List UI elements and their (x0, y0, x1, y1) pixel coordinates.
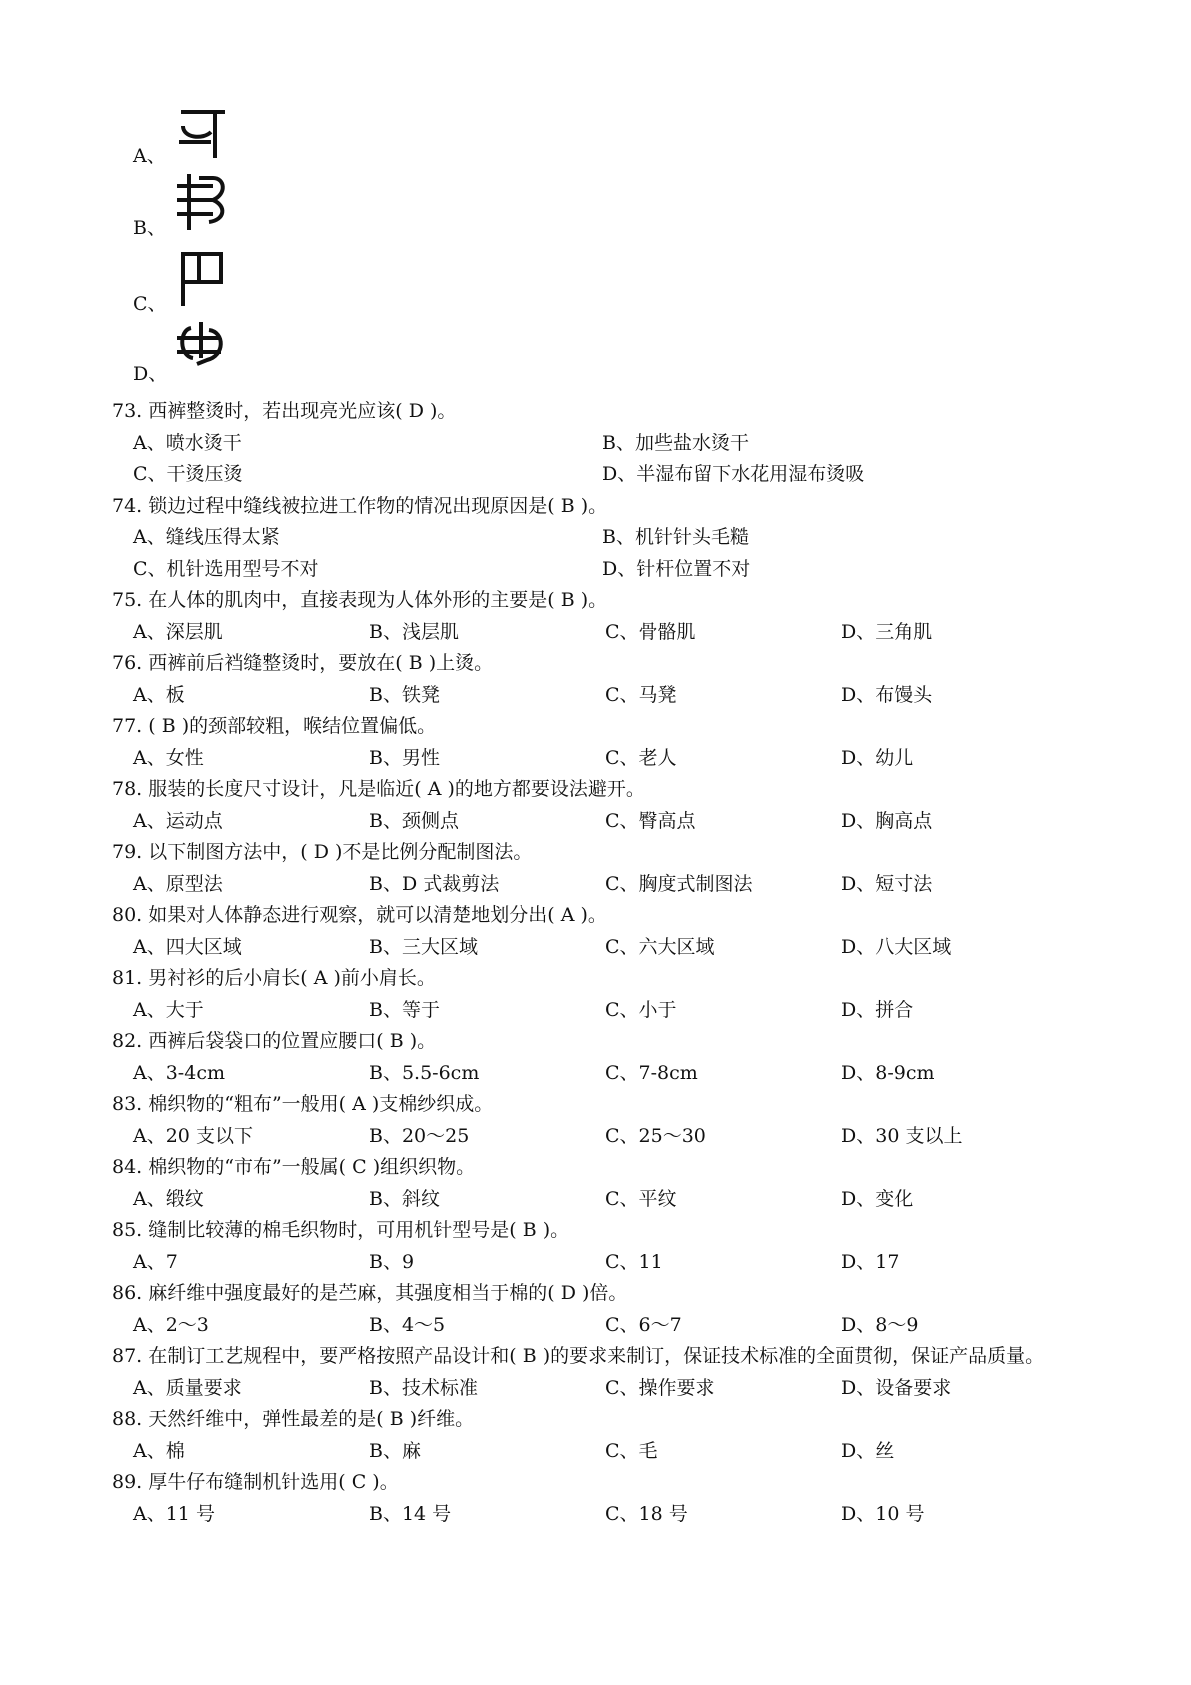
answer-option: C、操作要求 (605, 1376, 715, 1399)
answer-options (112, 1121, 1092, 1153)
answer-option: A、大于 (133, 998, 204, 1021)
answer-option: C、11 (605, 1250, 663, 1273)
answer-option: D、胸高点 (841, 809, 933, 832)
answer-options (112, 522, 1092, 585)
answer-options (112, 1436, 1092, 1468)
answer-option: C、老人 (605, 746, 677, 769)
option-letter: C、 (133, 293, 167, 315)
answer-options (112, 428, 1092, 491)
answer-options (112, 869, 1092, 901)
question-block (112, 1152, 1092, 1215)
question-stem: 86. 麻纤维中强度最好的是苎麻，其强度相当于棉的( D )倍。 (112, 1282, 628, 1304)
answer-option: A、喷水烫干 (133, 431, 242, 454)
answer-option: B、5.5-6cm (369, 1061, 480, 1084)
answer-option: A、7 (133, 1250, 178, 1273)
question-block (112, 491, 1092, 586)
answer-option: D、针杆位置不对 (602, 557, 751, 580)
answer-option: B、男性 (369, 746, 440, 769)
question-block (112, 837, 1092, 900)
question-stem: 76. 西裤前后裆缝整烫时，要放在( B )上烫。 (112, 652, 494, 674)
symbol-option-b (133, 172, 433, 242)
answer-options (112, 1247, 1092, 1279)
answer-option: B、20～25 (369, 1124, 470, 1147)
symbol-option-d (133, 318, 433, 388)
answer-options (112, 1499, 1092, 1531)
answer-option: B、4～5 (369, 1313, 446, 1336)
question-stem: 89. 厚牛仔布缝制机针选用( C )。 (112, 1471, 399, 1493)
answer-option: A、四大区域 (133, 935, 242, 958)
answer-option: A、11 号 (133, 1502, 215, 1525)
answer-option: B、技术标准 (369, 1376, 478, 1399)
answer-option: D、17 (841, 1250, 900, 1273)
answer-option: B、颈侧点 (369, 809, 459, 832)
symbol-option-c (133, 248, 433, 318)
answer-option: C、小于 (605, 998, 677, 1021)
answer-option: B、14 号 (369, 1502, 452, 1525)
answer-option: D、八大区域 (841, 935, 952, 958)
answer-option: C、机针选用型号不对 (133, 557, 319, 580)
question-block (112, 396, 1092, 491)
answer-option: A、原型法 (133, 872, 223, 895)
answer-options (112, 1058, 1092, 1090)
question-block (112, 648, 1092, 711)
question-stem: 74. 锁边过程中缝线被拉进工作物的情况出现原因是( B )。 (112, 494, 608, 517)
question-block (112, 1089, 1092, 1152)
answer-option: B、9 (369, 1250, 415, 1273)
answer-option: A、2～3 (133, 1313, 209, 1336)
answer-option: A、缎纹 (133, 1187, 204, 1210)
answer-option: D、丝 (841, 1439, 895, 1462)
question-block (112, 900, 1092, 963)
answer-option: D、半湿布留下水花用湿布烫吸 (602, 463, 865, 485)
answer-option: A、运动点 (133, 809, 223, 832)
answer-option: D、布馒头 (841, 683, 933, 706)
answer-option: A、20 支以下 (133, 1124, 253, 1147)
question-block (112, 1215, 1092, 1278)
question-block (112, 585, 1092, 648)
question-block (112, 1341, 1092, 1404)
answer-options (112, 1373, 1092, 1405)
answer-option: C、臀高点 (605, 809, 696, 832)
answer-option: A、板 (133, 683, 185, 706)
answer-option: C、18 号 (605, 1502, 688, 1525)
question-stem: 85. 缝制比较薄的棉毛织物时，可用机针型号是( B )。 (112, 1219, 570, 1241)
option-letter: B、 (133, 217, 166, 239)
question-block (112, 774, 1092, 837)
question-stem: 82. 西裤后袋袋口的位置应腰口( B )。 (112, 1030, 437, 1052)
answer-option: C、六大区域 (605, 935, 715, 958)
answer-option: C、骨骼肌 (605, 620, 696, 643)
answer-options (112, 1310, 1092, 1342)
answer-option: C、胸度式制图法 (605, 872, 753, 895)
question-stem: 77. ( B )的颈部较粗，喉结位置偏低。 (112, 715, 437, 737)
question-block (112, 1278, 1092, 1341)
answer-option: A、3-4cm (133, 1061, 225, 1084)
answer-option: B、铁凳 (369, 683, 440, 706)
answer-option: C、25～30 (605, 1124, 706, 1147)
answer-option: D、变化 (841, 1187, 914, 1210)
answer-option: B、麻 (369, 1439, 421, 1462)
answer-option: D、30 支以上 (841, 1124, 963, 1147)
answer-option: D、8～9 (841, 1313, 919, 1336)
answer-options (112, 995, 1092, 1027)
answer-option: D、8-9cm (841, 1061, 935, 1084)
answer-options (112, 932, 1092, 964)
question-stem: 73. 西裤整烫时，若出现亮光应该( D )。 (112, 400, 457, 422)
question-block (112, 1404, 1092, 1467)
answer-option: B、三大区域 (369, 935, 478, 958)
answer-option: D、10 号 (841, 1502, 925, 1525)
answer-option: D、拼合 (841, 998, 914, 1021)
question-stem: 87. 在制订工艺规程中，要严格按照产品设计和( B )的要求来制订，保证技术标准的全面贯彻，保证产品质量。 (112, 1345, 1045, 1367)
answer-option: C、毛 (605, 1439, 658, 1462)
answer-option: D、设备要求 (841, 1376, 952, 1399)
question-stem: 78. 服装的长度尺寸设计，凡是临近( A )的地方都要设法避开。 (112, 778, 645, 800)
question-stem: 84. 棉织物的“市布”一般属( C )组织织物。 (112, 1156, 476, 1178)
answer-option: B、浅层肌 (369, 620, 459, 643)
answer-option: A、质量要求 (133, 1376, 242, 1399)
answer-options (112, 743, 1092, 775)
answer-option: B、加些盐水烫干 (602, 431, 749, 454)
answer-option: D、短寸法 (841, 872, 933, 895)
question-stem: 81. 男衬衫的后小肩长( A )前小肩长。 (112, 967, 436, 989)
answer-option: C、马凳 (605, 683, 677, 706)
seam-symbol-c-icon (175, 248, 235, 308)
answer-options (112, 1184, 1092, 1216)
answer-option: B、等于 (369, 998, 440, 1021)
option-letter: A、 (133, 145, 166, 167)
question-stem: 88. 天然纤维中，弹性最差的是( B )纤维。 (112, 1408, 475, 1430)
answer-option: D、三角肌 (841, 620, 933, 643)
answer-option: A、深层肌 (133, 620, 223, 643)
answer-option: A、缝线压得太紧 (133, 526, 280, 548)
question-block (112, 963, 1092, 1026)
question-stem: 79. 以下制图方法中，( D )不是比例分配制图法。 (112, 841, 533, 863)
answer-option: C、干烫压烫 (133, 463, 243, 485)
answer-option: A、女性 (133, 746, 204, 769)
question-block (112, 1467, 1092, 1530)
answer-options (112, 617, 1092, 649)
question-block (112, 1026, 1092, 1089)
seam-symbol-b-icon (175, 172, 235, 232)
question-list (112, 396, 1092, 1530)
seam-symbol-d-icon (175, 318, 235, 378)
answer-option: C、6～7 (605, 1313, 682, 1336)
answer-option: B、D 式裁剪法 (369, 872, 500, 895)
answer-options (112, 806, 1092, 838)
question-stem: 80. 如果对人体静态进行观察，就可以清楚地划分出( A )。 (112, 904, 607, 926)
option-letter: D、 (133, 363, 168, 385)
question-stem: 83. 棉织物的“粗布”一般用( A )支棉纱织成。 (112, 1093, 494, 1115)
question-stem: 75. 在人体的肌肉中，直接表现为人体外形的主要是( B )。 (112, 589, 608, 611)
question-block (112, 711, 1092, 774)
answer-options (112, 680, 1092, 712)
answer-option: D、幼儿 (841, 746, 914, 769)
seam-symbol-a-icon (175, 100, 235, 160)
symbol-option-a (133, 100, 433, 170)
answer-option: A、棉 (133, 1439, 185, 1462)
answer-option: C、平纹 (605, 1187, 677, 1210)
answer-option: B、机针针头毛糙 (602, 526, 749, 548)
answer-option: C、7-8cm (605, 1061, 698, 1084)
answer-option: B、斜纹 (369, 1187, 440, 1210)
